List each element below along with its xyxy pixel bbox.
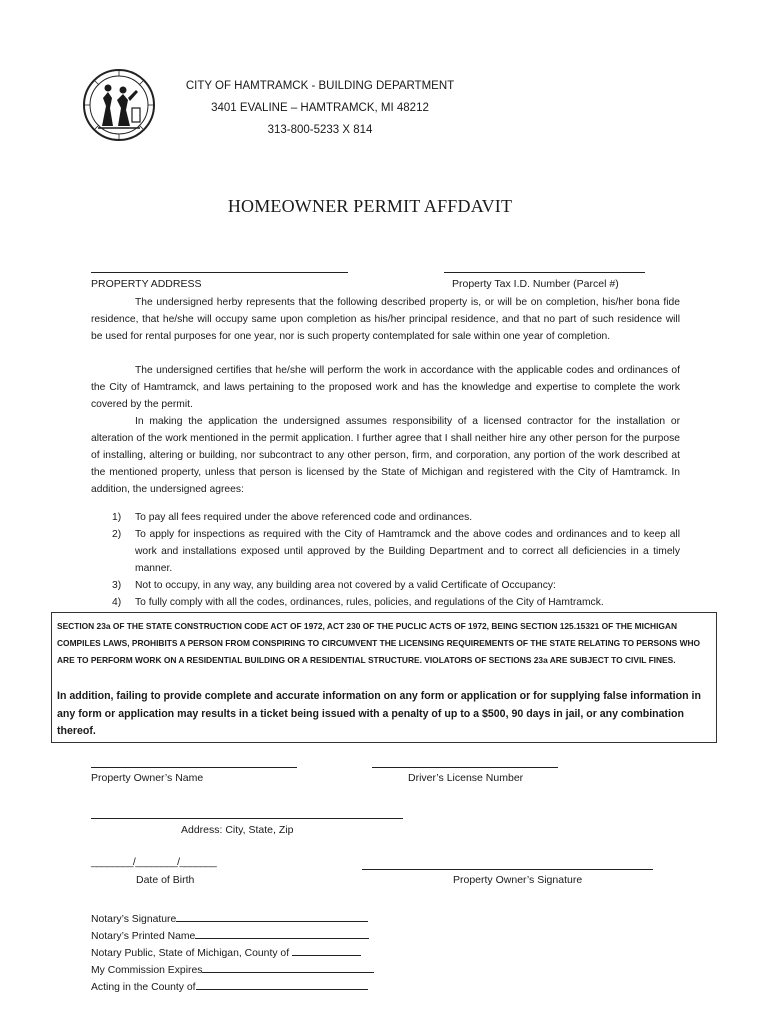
property-address-label: PROPERTY ADDRESS [91,278,202,290]
acting-county-row [91,978,368,996]
agreement-list [91,509,680,611]
notary-printed-name-label: Notary’s Printed Name [91,931,196,942]
property-address-line[interactable] [91,272,348,273]
notary-county-row [91,944,361,962]
certification-paragraph: The undersigned certifies that he/she will perform the work in accordance with the applicable codes and ordinances of the City of Hamtramck, and laws pertaining to the proposed work and has the knowledge and expertise to complete the work covered by the permit. [91,365,680,410]
owner-signature-label: Property Owner’s Signature [453,874,583,886]
list-item: 4) To fully comply with all the codes, ordinances, rules, policies, and regulations of the City of Hamtramck. [112,597,604,608]
list-item: 2) To apply for inspections as required with the City of Hamtramck and the above codes and ordinances and to keep all work and installations exposed until approved by the Building Department and to correct all deficiencies in a timely manner. [112,529,680,574]
list-item: 1) To pay all fees required under the above referenced code and ordinances. [112,512,473,523]
license-label: Driver’s License Number [408,772,524,784]
notary-county-label: Notary Public, State of Michigan, County of [91,948,290,959]
header-department: CITY OF HAMTRAMCK - BUILDING DEPARTMENT [185,80,455,92]
notary-printed-name-line[interactable] [195,927,369,939]
form-title: HOMEOWNER PERMIT AFFDAVIT [227,196,513,216]
address-label: Address: City, State, Zip [181,824,294,836]
address-line[interactable] [91,818,403,819]
header-address: 3401 EVALINE – HAMTRAMCK, MI 48212 [211,102,429,114]
penalty-notice: In addition, failing to provide complete and accurate information on any form or application or for supplying false information in any form or application may results in a ticket being issued with a penalty of up to a $500, 90 days in jail, or any combination thereof. [57,690,701,737]
license-line[interactable] [372,767,558,768]
commission-row [91,961,374,979]
responsibility-paragraph: In making the application the undersigned assumes responsibility of a licensed contractor for the installation or alteration of the work mentioned in the permit application. I further agree that I shall neither hire any other person for the purpose of installing, altering or building, nor subcontract to any other person, firm, and corporation, any portion of the work described at the mentioned property, unless that person is licensed by the State of Michigan and registered with the City of Hamtramck. In addition, the undersigned agrees: [91,416,680,495]
parcel-line[interactable] [444,272,645,273]
city-seal-icon [82,68,156,142]
list-item: 3) Not to occupy, in any way, any building area not covered by a valid Certificate of Occupancy: [112,580,556,591]
commission-line[interactable] [202,961,374,973]
dob-field[interactable]: ________/________/_______ [91,856,217,868]
notary-signature-line[interactable] [176,910,368,922]
acting-county-line[interactable] [196,978,368,990]
notary-printed-name-row [91,927,369,945]
acting-county-label: Acting in the County of [91,982,196,993]
dob-label: Date of Birth [136,874,195,886]
owner-signature-line[interactable] [362,869,653,870]
notary-county-line[interactable] [292,944,361,956]
parcel-label: Property Tax I.D. Number (Parcel #) [452,278,619,290]
residence-paragraph: The undersigned herby represents that the following described property is, or will be on completion, his/her bona fide residence, that he/she will occupy same upon completion as his/her principal residence, and that no part of such residence will be used for rental purposes for one year, nor is such property contemplated for sale within one year of completion. [91,297,680,342]
owner-name-line[interactable] [91,767,297,768]
commission-label: My Commission Expires [91,965,203,976]
statute-notice: SECTION 23a OF THE STATE CONSTRUCTION CODE ACT OF 1972, ACT 230 OF THE PUCLIC ACTS OF 1972, BEING SECTION 125.15321 OF THE MICHIGAN COMPILES LAWS, PROHIBITS A PERSON FROM CONSPIRING TO CIRCUMVENT THE LICENSING REQUIREMENTS OF THE STATE RELATING TO PERSONS WHO ARE TO PERFORM WORK ON A RESIDENTIAL BUILDING OR A RESIDENTIAL STRUCTURE. VIOLATORS OF SECTIONS 23a ARE SUBJECT TO CIVIL FINES. [57,621,701,665]
notary-signature-row [91,910,368,928]
owner-name-label: Property Owner’s Name [91,772,204,784]
notary-signature-label: Notary’s Signature [91,914,177,925]
header-phone: 313-800-5233 X 814 [267,124,373,136]
